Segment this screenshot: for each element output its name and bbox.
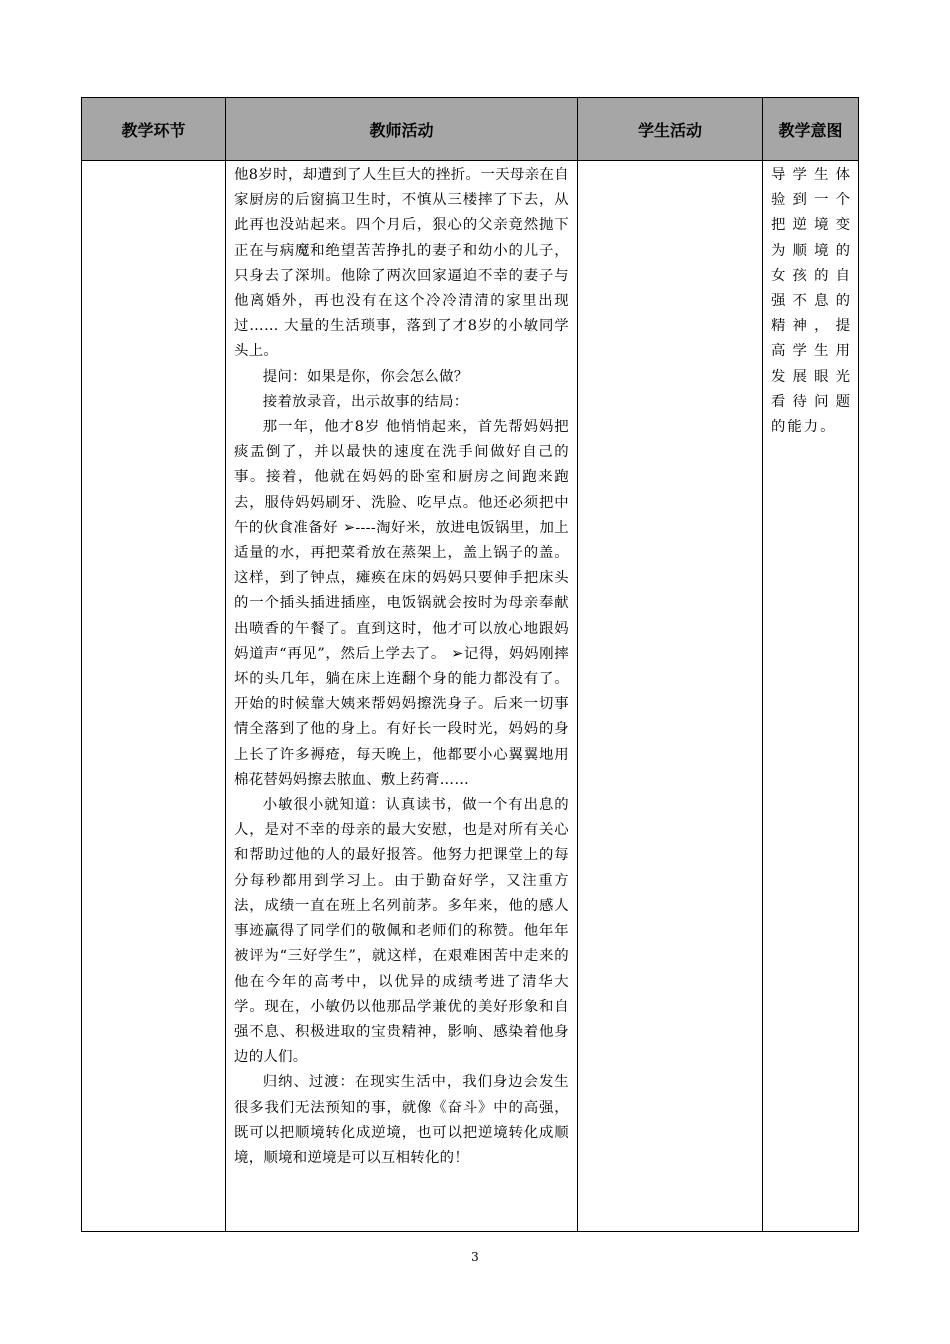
page-number: 3 <box>471 1250 479 1264</box>
teacher-paragraph: 小敏很小就知道：认真读书，做一个有出息的人，是对不幸的母亲的最大安慰，也是对所有关心和帮助过他的人的最好报答。他努力把课堂上的每分每秒都用到学习上。由于勤奋好学，又注重方法，成绩一直在班上名列前茅。多年来，他的感人事迹赢得了同学们的敬佩和老师们的称赞。他年年被评为“三好学生”，就这样，在艰难困苦中走来的他在今年的高考中，以优异的成绩考进了清华大学。现在，小敏仍以他那品学兼优的美好形象和自强不息、积极进取的宝贵精神，影响、感染着他身边的人们。 <box>234 797 569 1066</box>
teacher-paragraph: 他8岁时，却遭到了人生巨大的挫折。一天母亲在自家厨房的后窗搞卫生时，不慎从三楼摔了下去，从此再也没站起来。四个月后，狠心的父亲竟然抛下正在与病魔和绝望苦苦挣扎的妻子和幼小的儿子，只身去了深圳。他除了两次回家逼迫不幸的妻子与他离婚外，再也没有在这个冷冷清清的家里出现过…… 大量的生活琐事，落到了才8岁的小敏同学头上。 <box>234 167 569 360</box>
stage-cell <box>82 161 226 1232</box>
header-teacher-activity: 教师活动 <box>226 98 578 161</box>
table-row <box>82 161 859 1232</box>
teacher-activity-cell <box>226 161 578 1232</box>
teacher-paragraph: 归纳、过渡：在现实生活中，我们身边会发生很多我们无法预知的事，就像《奋斗》中的高强，既可以把顺境转化成逆境，也可以把逆境转化成顺境，顺境和逆境是可以互相转化的！ <box>234 1074 569 1166</box>
header-teaching-intent: 教学意图 <box>763 98 859 161</box>
teacher-paragraph: 那一年，他才8岁 他悄悄起来，首先帮妈妈把痰盂倒了，并以最快的速度在洗手间做好自己的事。接着，他就在妈妈的卧室和厨房之间跑来跑去，服侍妈妈刷牙、洗脸、吃早点。他还必须把中午的伙食准备好 ➢----淘好米，放进电饭锅里，加上适量的水，再把菜肴放在蒸架上，盖上锅子的盖。这样，到了钟点，瘫痪在床的妈妈只要伸手把床头的一个插头插进插座，电饭锅就会按时为母亲奉献出喷香的午餐了。直到这时，他才可以放心地跟妈妈道声“再见”，然后上学去了。 ➢记得，妈妈刚摔坏的头几年，躺在床上连翻个身的能力都没有了。开始的时候靠大姨来帮妈妈擦洗身子。后来一切事情全落到了他的身上。有好长一段时光，妈妈的身上长了许多褥疮，每天晚上，他都要小心翼翼地用棉花替妈妈擦去脓血、敷上药膏…… <box>234 419 569 788</box>
teaching-intent-cell <box>763 161 859 1232</box>
teacher-paragraph: 提问：如果是你，你会怎么做？ <box>262 368 469 385</box>
header-row <box>82 98 859 161</box>
lesson-plan-table <box>81 97 859 1232</box>
student-activity-cell <box>578 161 763 1232</box>
teacher-paragraph: 接着放录音，出示故事的结局： <box>262 393 469 410</box>
teaching-intent-text: 导学生体验到一个把逆境变为顺境的女孩的自强不息的精神，提高学生用发展眼光看待问题的能力。 <box>771 167 852 436</box>
header-student-activity: 学生活动 <box>578 98 763 161</box>
header-stage: 教学环节 <box>82 98 226 161</box>
